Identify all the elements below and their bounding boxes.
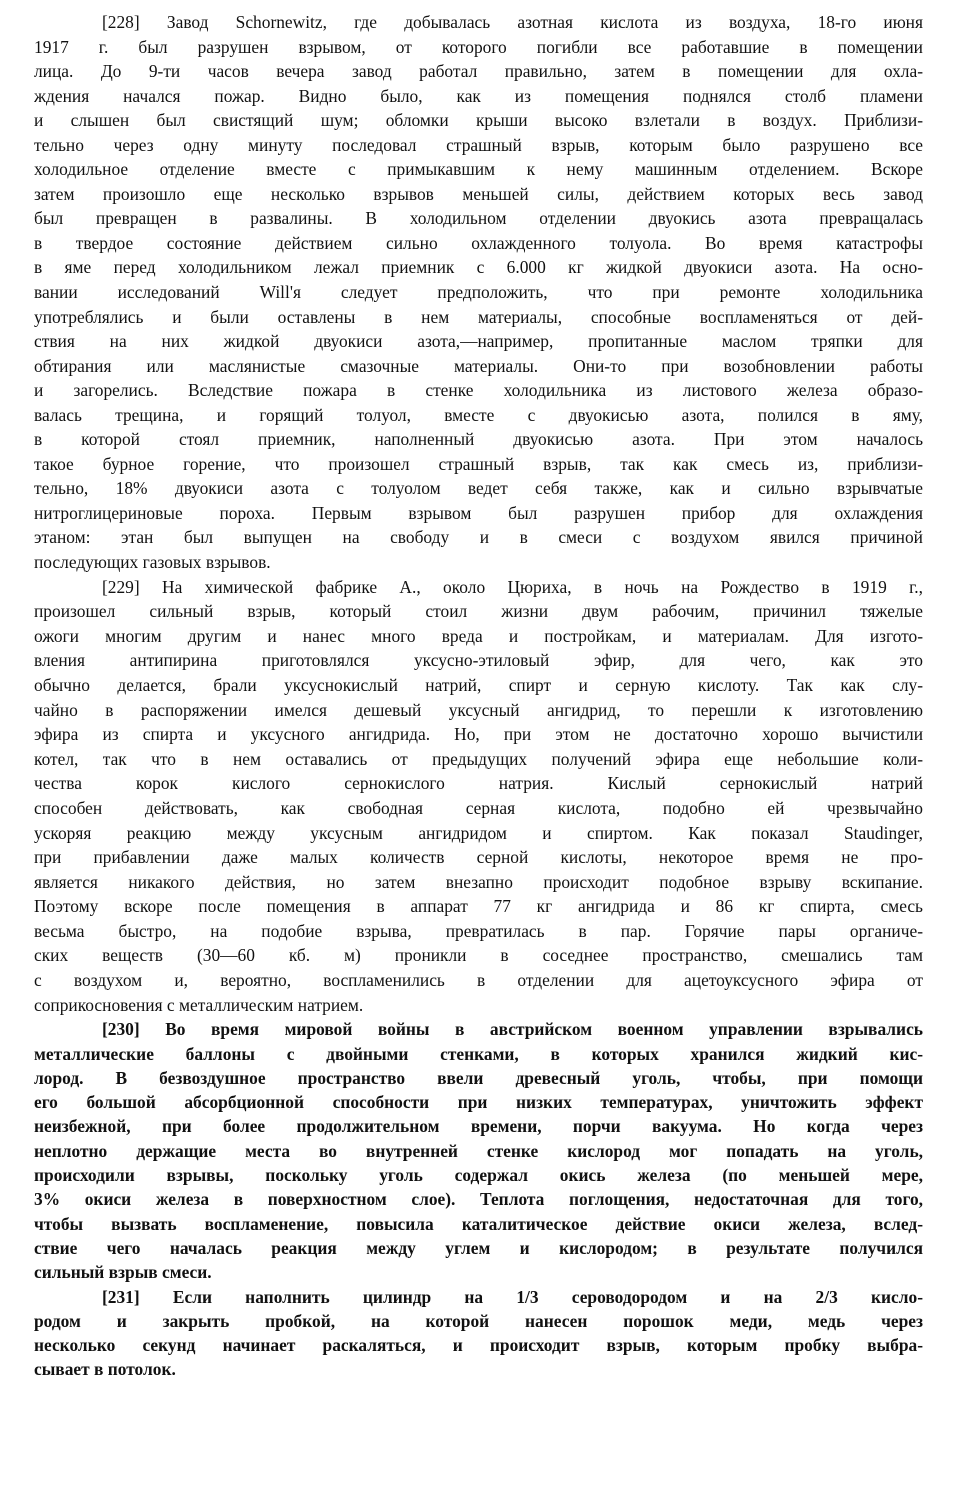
text-line: вании исследований Will'я следует предположить, что при ремонте холодильника bbox=[34, 282, 923, 303]
text-line: при прибавлении даже малых количеств серной кислоты, некоторое время не про- bbox=[34, 847, 923, 868]
text-line: 1917 г. был разрушен взрывом, от которого погибли все работавшие в помещении bbox=[34, 36, 923, 57]
text-line: нитроглицериновые пороха. Первым взрывом был разрушен прибор для охлаждения bbox=[34, 502, 923, 523]
text-line: весьма быстро, на подобие взрыва, превратилась в пар. Горячие пары органиче- bbox=[34, 920, 923, 941]
text-line: холодильное отделение вместе с примыкавшим к нему машинным отделением. Вскоре bbox=[34, 159, 923, 180]
text-line: и загорелись. Вследствие пожара в стенке холодильника из листового железа образо- bbox=[34, 380, 923, 401]
text-line: ствия на них жидкой двуокиси азота,—например, пропитанные маслом тряпки для bbox=[34, 331, 923, 352]
text-line: [230] Во время мировой войны в австрийском военном управлении взрывались bbox=[102, 1019, 923, 1040]
text-line: металлические баллоны с двойными стенками, в которых хранился жидкий кис- bbox=[34, 1043, 923, 1064]
text-line: и слышен был свистящий шум; обломки крыши высоко взлетали в воздух. Приблизи- bbox=[34, 110, 923, 131]
text-line: [231] Если наполнить цилиндр на 1/3 сероводородом и на 2/3 кисло- bbox=[102, 1286, 923, 1307]
paragraph-229 bbox=[34, 575, 923, 1018]
text-line: лица. До 9-ти часов вечера завод работал правильно, затем в помещении для охла- bbox=[34, 61, 923, 82]
text-line: ждения начался пожар. Видно было, как из помещения поднялся столб пламени bbox=[34, 85, 923, 106]
text-line: котел, так что в нем оставались от предыдущих получений эфира еще небольшие коли- bbox=[34, 748, 923, 769]
text-line: чества корок кислого сернокислого натрия. Кислый сернокислый натрий bbox=[34, 773, 923, 794]
text-line: является никакого действия, но затем внезапно происходит подобное взрыву вскипание. bbox=[34, 871, 923, 892]
text-line: валась трещина, и горящий толуол, вместе с двуокисью азота, полился в яму, bbox=[34, 404, 923, 425]
paragraph-231 bbox=[34, 1285, 923, 1382]
text-line: лород. В безвоздушное пространство ввели древесный уголь, чтобы, при помощи bbox=[34, 1067, 923, 1088]
text-line: обычно делается, брали уксуснокислый натрий, спирт и серную кислоту. Так как слу- bbox=[34, 674, 923, 695]
text-line: ожоги многим другим и нанес много вреда и постройкам, и материалам. Для изгото- bbox=[34, 625, 923, 646]
text-line: такое бурное горение, что произошел страшный взрыв, так как смесь из, приблизи- bbox=[34, 453, 923, 474]
text-line: этаном: этан был выпущен на свободу и в смеси с воздухом явился причиной bbox=[34, 527, 923, 548]
text-line: родом и закрыть пробкой, на которой нанесен порошок меди, медь через bbox=[34, 1310, 923, 1331]
text-line: чайно в распоряжении имелся дешевый уксусный ангидрид, то перешли к изготовлению bbox=[34, 699, 923, 720]
text-line: сывает в потолок. bbox=[34, 1359, 176, 1380]
text-line: чтобы вызвать воспламенение, повысила каталитическое действие окиси железа, вслед- bbox=[34, 1213, 923, 1234]
text-line: несколько секунд начинает раскаляться, и происходит взрыв, которым пробку выбра- bbox=[34, 1335, 923, 1356]
text-line: происходили взрывы, поскольку уголь содержал окись железа (по меньшей мере, bbox=[34, 1165, 923, 1186]
text-line: ускоряя реакцию между уксусным ангидридом и спиртом. Как показал Staudinger, bbox=[34, 822, 923, 843]
text-line: [229] На химической фабрике А., около Цюриха, в ночь на Рождество в 1919 г., bbox=[102, 576, 923, 597]
text-line: в которой стоял приемник, наполненный двуокисью азота. При этом началось bbox=[34, 429, 923, 450]
text-line: произошел сильный взрыв, который стоил жизни двум рабочим, причинил тяжелые bbox=[34, 601, 923, 622]
text-line: сильный взрыв смеси. bbox=[34, 1262, 212, 1283]
text-line: затем произошло еще несколько взрывов меньшей силы, действием которых весь завод bbox=[34, 183, 923, 204]
text-line: тельно, 18% двуокиси азота с толуолом ведет себя также, как и сильно взрывчатые bbox=[34, 478, 923, 499]
text-line: тельно через одну минуту последовал страшный взрыв, которым было разрушено все bbox=[34, 134, 923, 155]
paragraph-228 bbox=[34, 10, 923, 575]
text-line: ских веществ (30—60 кб. м) проникли в соседнее пространство, смешались там bbox=[34, 945, 923, 966]
text-line: 3% окиси железа в поверхностном слое). Теплота поглощения, недостаточная для того, bbox=[34, 1189, 923, 1210]
text-line: последующих газовых взрывов. bbox=[34, 552, 271, 573]
text-line: в яме перед холодильником лежал приемник с 6.000 кг жидкой двуокиси азота. На осно- bbox=[34, 257, 923, 278]
text-line: был превращен в развалины. В холодильном отделении двуокись азота превращалась bbox=[34, 208, 923, 229]
text-line: соприкосновения с металлическим натрием. bbox=[34, 994, 364, 1015]
text-line: обтирания или маслянистые смазочные материалы. Они-то при возобновлении работы bbox=[34, 355, 923, 376]
text-line: в твердое состояние действием сильно охлажденного толуола. Во время катастрофы bbox=[34, 232, 923, 253]
text-line: [228] Завод Schornewitz, где добывалась азотная кислота из воздуха, 18-го июня bbox=[102, 12, 923, 32]
text-line: неизбежной, при более продолжительном времени, порчи вакуума. Но когда через bbox=[34, 1116, 923, 1137]
text-line: ствие чего началась реакция между углем и кислородом; в результате получился bbox=[34, 1237, 923, 1258]
text-line: его большой абсорбционной способности при низких температурах, уничтожить эффект bbox=[34, 1092, 923, 1113]
text-line: способен действовать, как свободная серная кислота, подобно ей чрезвычайно bbox=[34, 797, 923, 818]
text-line: вления антипирина приготовлялся уксусно-этиловый эфир, для чего, как это bbox=[34, 650, 923, 671]
text-line: эфира из спирта и уксусного ангидрида. Но, при этом не достаточно хорошо вычистили bbox=[34, 724, 923, 745]
text-line: с воздухом и, вероятно, воспламенились в отделении для ацетоуксусного эфира от bbox=[34, 970, 923, 991]
text-line: употреблялись и были оставлены в нем материалы, способные воспламеняться от дей- bbox=[34, 306, 923, 327]
paragraph-230 bbox=[34, 1017, 923, 1284]
text-line: Поэтому вскоре после помещения в аппарат 77 кг ангидрида и 86 кг спирта, смесь bbox=[34, 896, 923, 917]
text-line: неплотно держащие места во внутренней стенке кислород мог попадать на уголь, bbox=[34, 1140, 923, 1161]
